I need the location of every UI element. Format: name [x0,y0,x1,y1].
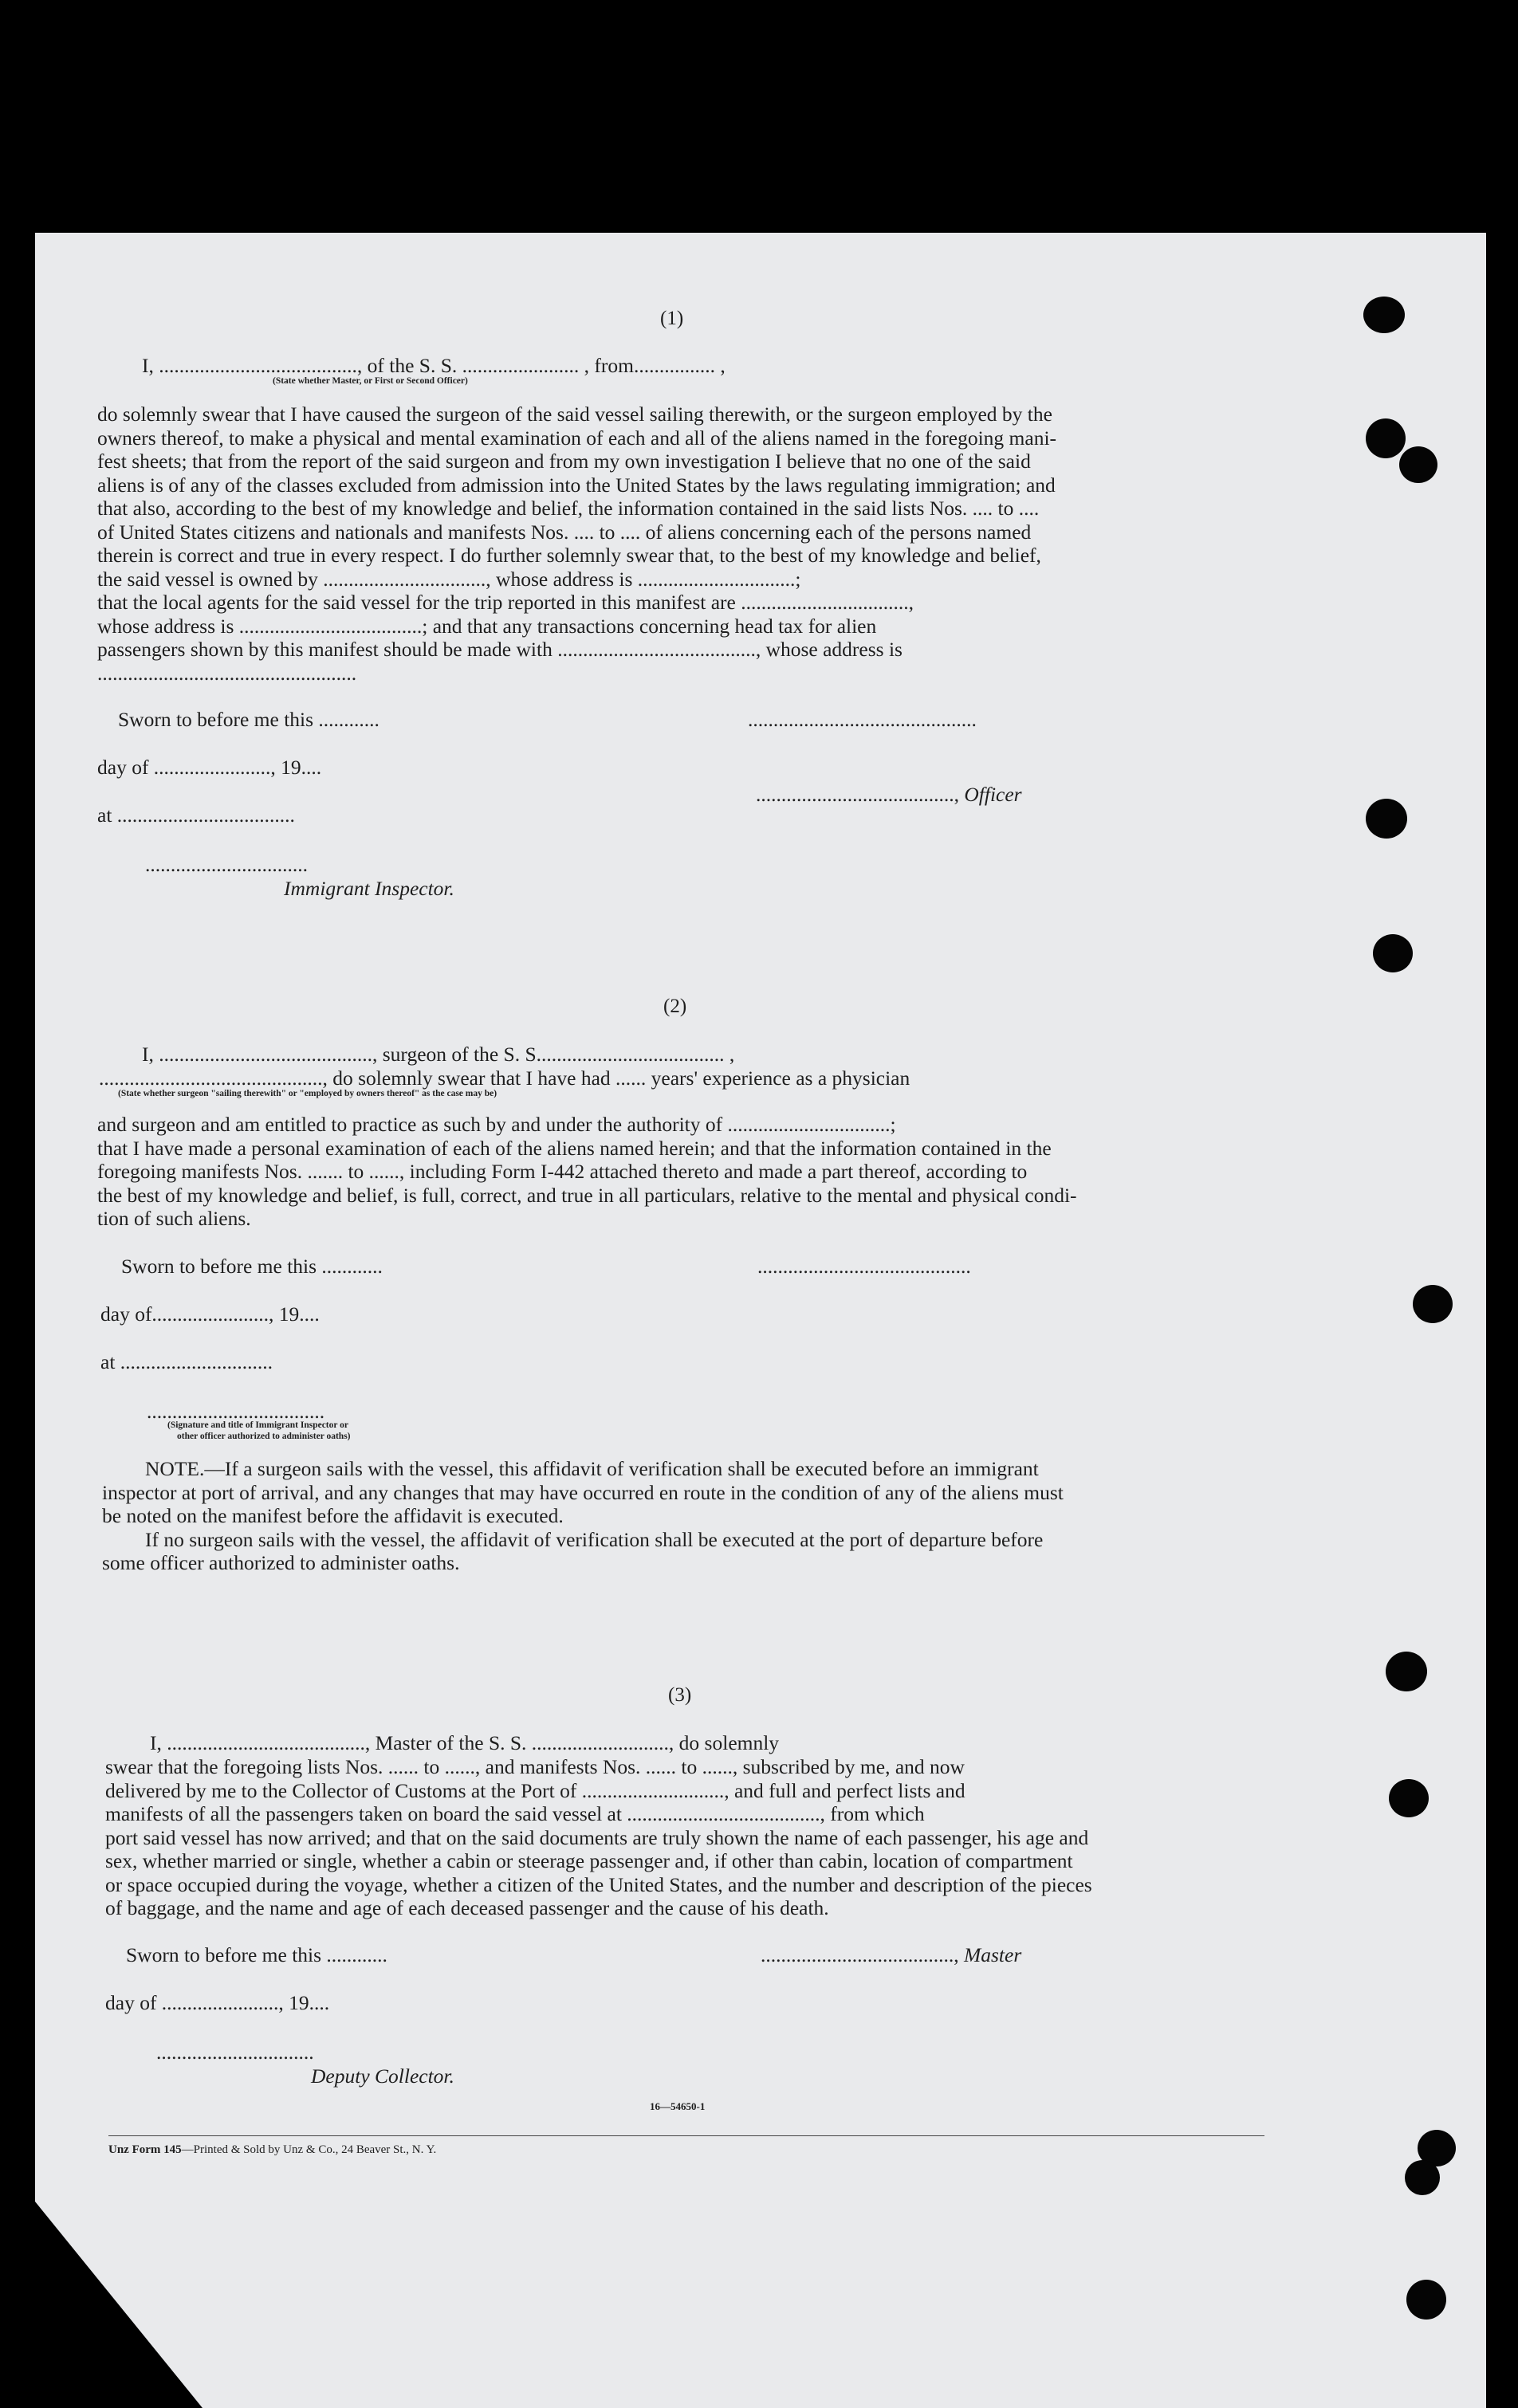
section-1-officer-note: (State whether Master, or First or Second Officer) [273,376,468,386]
section-2-number: (2) [663,996,687,1017]
printer-credit: —Printed & Sold by Unz & Co., 24 Beaver St., N. Y. [181,2143,437,2156]
master-dots: ......................................, [761,1943,964,1966]
note-line: be noted on the manifest before the affidavit is executed. [102,1504,564,1527]
body-line: of baggage, and the name and age of each deceased passenger and the cause of his death. [105,1896,829,1919]
body-line: that the local agents for the said vessel for the trip reported in this manifest are ................................., [97,591,914,614]
footer-rule [108,2135,1264,2136]
body-line: that also, according to the best of my knowledge and belief, the information contained in the said lists Nos. .... to .... [97,497,1040,520]
body-line: swear that the foregoing lists Nos. ...... to ......, and manifests Nos. ...... to ......, subscribed by me, and now [105,1755,965,1778]
section-1-number: (1) [660,308,684,329]
section-3-body [105,1755,1266,1920]
body-line: whose address is ....................................; and that any transactions concerning head tax for alien [97,614,877,638]
section-2-sworn-line: Sworn to before me this ............ [121,1255,383,1278]
section-2-experience-line: ............................................, do solemnly swear that I have had ...... years' experience as a physician [99,1067,910,1090]
note-label: NOTE. [145,1457,205,1480]
body-line: passengers shown by this manifest should be made with ......................................., whose address is [97,638,903,661]
punch-hole [1399,446,1437,483]
body-line: therein is correct and true in every respect. I do further solemnly swear that, to the best of my knowledge and belief, [97,544,1041,567]
form-number: 16—54650-1 [650,2100,706,2112]
section-2-surgeon-signature-line: .......................................... [757,1255,971,1278]
section-3-oath-line: I, ......................................., Master of the S. S. ..........................., do solemnly [150,1731,780,1754]
section-3-collector-signature-line: ............................... [156,2041,314,2064]
body-line: foregoing manifests Nos. ....... to ......, including Form I-442 attached thereto and made a part thereof, according to [97,1160,1028,1183]
section-2-body [97,1113,1260,1231]
section-2-signature-dots: ................................... [147,1400,325,1423]
section-1-body [97,403,1260,685]
section-1-officer-line [756,783,1022,807]
body-line: port said vessel has now arrived; and that on the said documents are truly shown the name of each passenger, his age and [105,1825,1089,1849]
punch-hole [1389,1779,1429,1817]
body-line: and surgeon and am entitled to practice as such by and under the authority of ................................; [97,1113,896,1136]
surgeon-note-paragraph [102,1457,1263,1575]
section-2-signature-note: (Signature and title of Immigrant Inspector or [167,1420,349,1430]
body-line: delivered by me to the Collector of Customs at the Port of ............................, and full and perfect lists and [105,1778,965,1802]
section-3-sworn-line: Sworn to before me this ............ [126,1943,387,1966]
section-1-inspector-label: Immigrant Inspector. [284,877,454,900]
section-2-surgeon-note: (State whether surgeon "sailing therewith" or "employed by owners thereof" as the case may be) [118,1089,497,1098]
note-line [102,1457,1263,1481]
body-line: the best of my knowledge and belief, is full, correct, and true in all particulars, relative to the mental and physical condi- [97,1183,1077,1207]
body-line: aliens is of any of the classes excluded from admission into the United States by the laws regulating immigration; and [97,473,1056,497]
note-text: —If a surgeon sails with the vessel, this affidavit of verification shall be executed before an immigrant [204,1457,1039,1480]
body-line: manifests of all the passengers taken on board the said vessel at ......................................, from which [105,1802,925,1825]
punch-hole [1373,934,1413,972]
section-3-number: (3) [668,1684,692,1706]
punch-hole [1413,1285,1453,1323]
section-3-collector-label: Deputy Collector. [311,2064,454,2088]
officer-label: Officer [964,783,1022,806]
punch-hole [1366,799,1407,839]
body-line: fest sheets; that from the report of the said surgeon and from my own investigation I believe that no one of the said [97,450,1031,473]
body-line: sex, whether married or single, whether a cabin or steerage passenger and, if other than cabin, location of compartment [105,1849,1073,1872]
punch-hole [1363,297,1405,333]
body-line: ................................................... [97,661,357,685]
section-1-inspector-signature-line: ................................ [145,853,308,876]
punch-hole [1366,418,1406,458]
section-2-at-line: at .............................. [100,1350,273,1373]
punch-hole [1406,2280,1446,2320]
section-3-day-line: day of ......................., 19.... [105,1991,330,2014]
officer-dots: ......................................., [756,783,965,806]
note-line: some officer authorized to administer oaths. [102,1551,460,1574]
body-line: tion of such aliens. [97,1207,251,1230]
punch-hole [1386,1652,1427,1691]
section-3-master-line [761,1943,1021,1967]
note-line: If no surgeon sails with the vessel, the affidavit of verification shall be executed at the port of departure before [145,1527,1044,1551]
section-2-oath-line: I, .........................................., surgeon of the S. S..................................... , [142,1043,735,1066]
form-brand: Unz Form 145 [108,2143,182,2156]
note-line: inspector at port of arrival, and any changes that may have occurred en route in the condition of any of the aliens must [102,1480,1064,1504]
body-line: or space occupied during the voyage, whether a citizen of the United States, and the number and description of the pieces [105,1872,1092,1896]
body-line: of United States citizens and nationals and manifests Nos. .... to .... of aliens concerning each of the persons named [97,520,1032,544]
section-2-day-line: day of......................., 19.... [100,1302,320,1326]
body-line: owners thereof, to make a physical and mental examination of each and all of the aliens named in the foregoing mani- [97,426,1057,450]
punch-hole [1405,2160,1440,2195]
section-1-day-line: day of ......................., 19.... [97,756,322,779]
section-2-signature-note: other officer authorized to administer oaths) [177,1432,351,1441]
section-1-oath-line: I, ......................................., of the S. S. ....................... , from................ , [142,354,726,377]
body-line: do solemnly swear that I have caused the surgeon of the said vessel sailing therewith, or the surgeon employed by the [97,403,1052,426]
body-line: that I have made a personal examination of each of the aliens named herein; and that the information contained in the [97,1136,1052,1160]
printer-footer [108,2143,436,2157]
body-line: the said vessel is owned by ................................, whose address is ...............................; [97,567,801,591]
master-label: Master [964,1943,1022,1966]
section-1-at-line: at ................................... [97,803,295,827]
section-1-officer-signature-line: ............................................. [748,708,977,731]
section-1-sworn-line: Sworn to before me this ............ [118,708,380,731]
